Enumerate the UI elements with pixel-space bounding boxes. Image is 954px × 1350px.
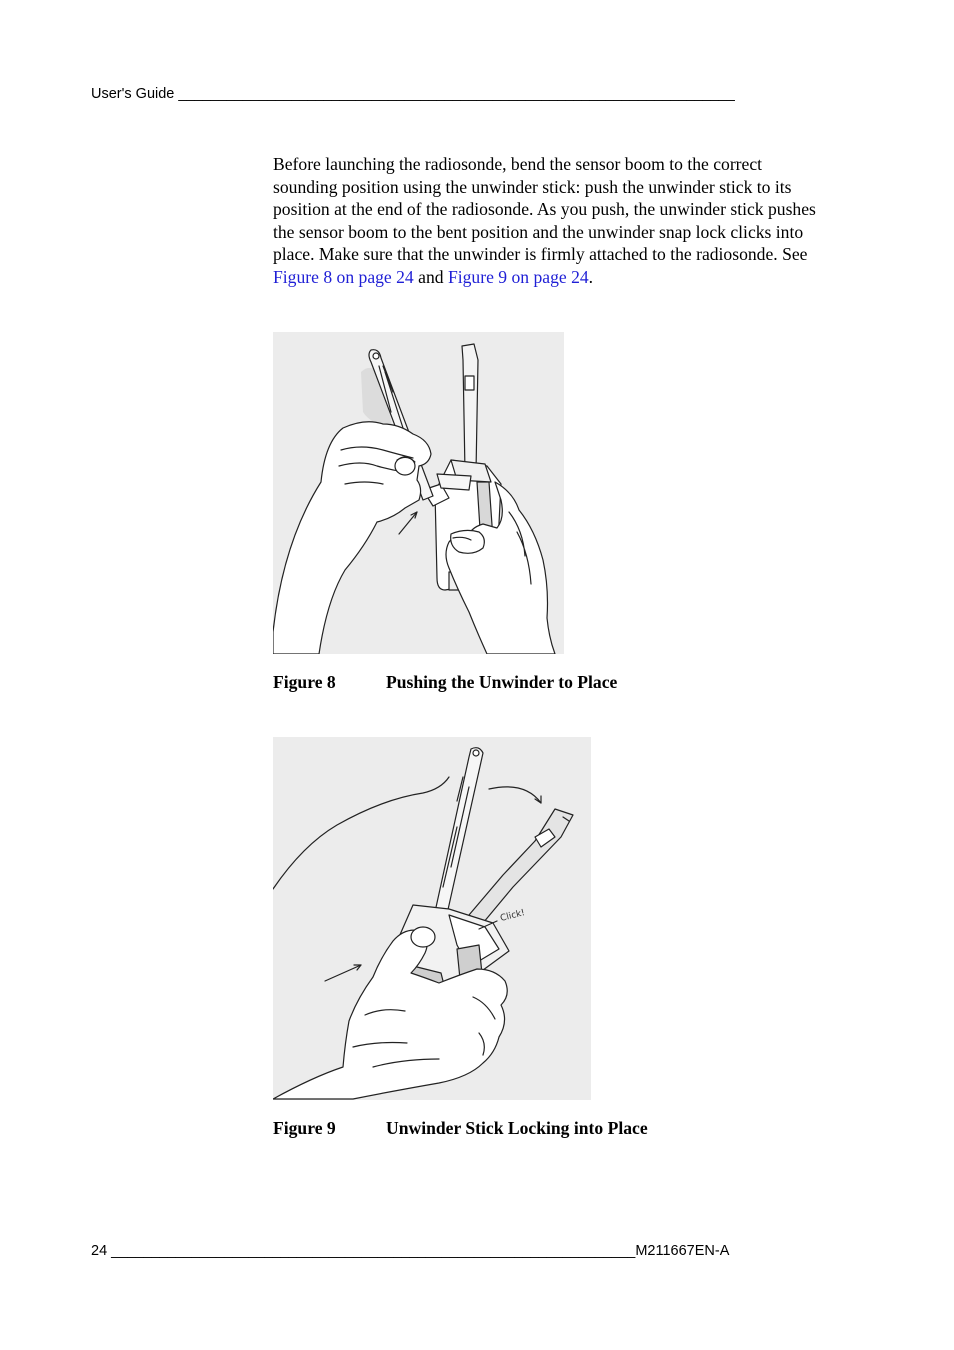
figure9-number: Figure 9 (273, 1118, 336, 1138)
figure9-link[interactable]: Figure 9 on page 24 (447, 266, 589, 287)
footer-rule: _________________________________________________________________ (107, 1243, 636, 1259)
figure9-title: Unwinder Stick Locking into Place (386, 1118, 648, 1138)
body-text-part3: . (588, 266, 594, 287)
figure9-illustration (273, 737, 591, 1100)
running-footer (91, 1243, 819, 1259)
figure8-number: Figure 8 (273, 672, 336, 692)
figure8-caption (273, 672, 833, 693)
body-text-part2: and (413, 266, 448, 287)
document-code: M211667EN-A (635, 1243, 730, 1259)
figure9-caption (273, 1118, 833, 1139)
page-number: 24 (91, 1243, 108, 1259)
running-header: User's Guide _____________________________________________________________________ (91, 86, 735, 102)
body-paragraph (273, 153, 818, 288)
figure8-link[interactable]: Figure 8 on page 24 (273, 266, 414, 287)
body-text-part1: Before launching the radiosonde, bend the sensor boom to the correct sounding position using the unwinder stick: push the unwinder stick to its position at the end of the radiosonde. As you push, the unwinder stick pushes the sensor boom to the bent position and the unwinder snap lock clicks into place. Make sure that the unwinder is firmly attached to the radiosonde. See (273, 154, 816, 264)
figure8-title: Pushing the Unwinder to Place (386, 672, 618, 692)
figure8-illustration (273, 332, 564, 654)
click-callout: Click! (499, 908, 527, 924)
